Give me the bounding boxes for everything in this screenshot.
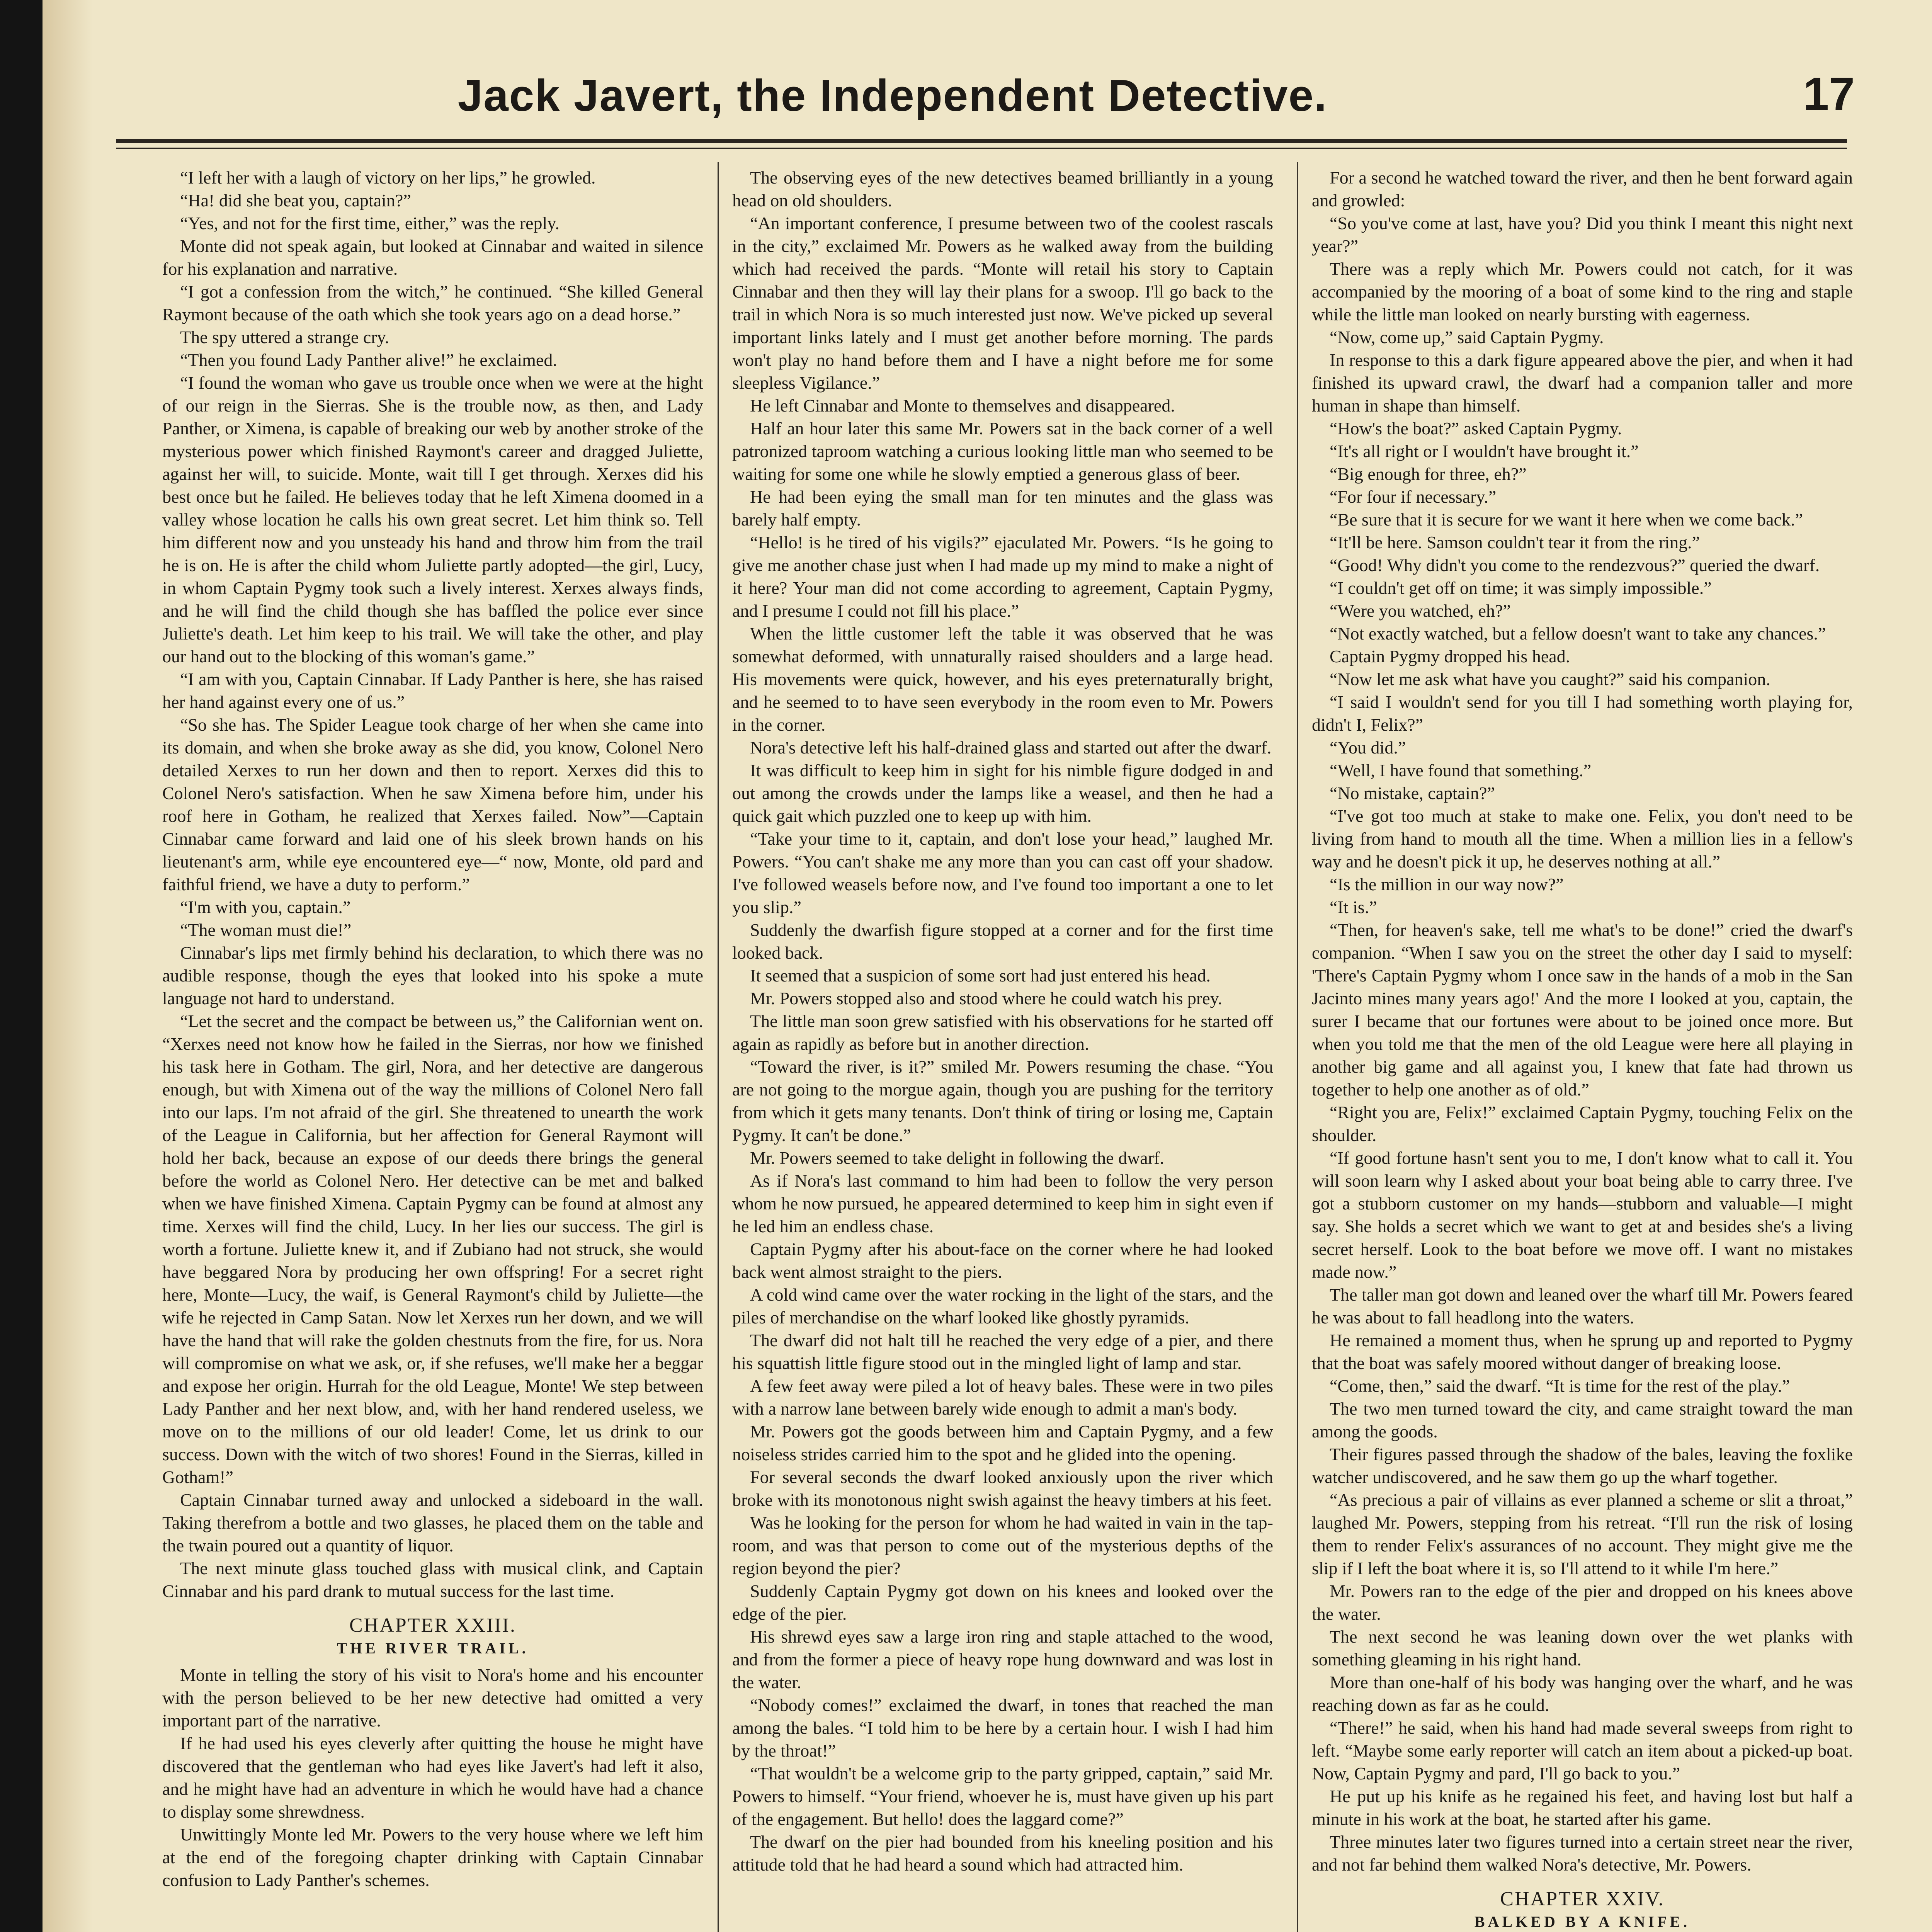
paragraph: “An important conference, I presume between two of the coolest rascals in the city,” exclaimed Mr. Powers as he walked away from the building which had received the pards. “Monte will retail his story to Captain Cinnabar and then they will lay their plans for a swoop. I'll go back to the trail in which Nora is so much interested just now. We've picked up several important links lately and I must get another before morning. The pards won't play no hand before them and I have a night before me for some sleepless Vigilance.” xyxy=(732,213,1273,393)
paragraph: “I couldn't get off on time; it was simply impossible.” xyxy=(1330,578,1712,598)
page-title: Jack Javert, the Independent Detective. xyxy=(457,70,1328,121)
paragraph: “No mistake, captain?” xyxy=(1330,783,1495,803)
paragraph: “For four if necessary.” xyxy=(1330,487,1497,507)
paragraph: Captain Pygmy after his about-face on the corner where he had looked back went almost straight to the piers. xyxy=(732,1239,1273,1282)
chapter-heading: CHAPTER XXIV. xyxy=(1500,1888,1665,1910)
paragraph: Was he looking for the person for whom he had waited in vain in the tap-room, and was that person to come out of the mysterious depths of the region beyond the pier? xyxy=(732,1513,1273,1578)
page-header xyxy=(116,66,1855,143)
page-number: 17 xyxy=(1803,68,1855,120)
paragraph: Suddenly the dwarfish figure stopped at a corner and for the first time looked back. xyxy=(732,920,1273,963)
text-column-3 xyxy=(1312,166,1853,1932)
paragraph: He put up his knife as he regained his feet, and having lost but half a minute in his work at the boat, he started after his game. xyxy=(1312,1786,1853,1829)
paragraph: “Toward the river, is it?” smiled Mr. Powers resuming the chase. “You are not going to the morgue again, though you are pushing for the territory from which it gets many tenants. Don't think of tiring or losing me, Captain Pygmy. It can't be done.” xyxy=(732,1057,1273,1145)
paragraph: “Then you found Lady Panther alive!” he exclaimed. xyxy=(180,350,557,370)
paragraph: “So she has. The Spider League took charge of her when she came into its domain, and when she broke away as she did, you know, Colonel Nero detailed Xerxes to run her down and then to report. Xerxes did this to Colonel Nero's satisfaction. When he saw Ximena before him, under his roof here in Gotham, he realized that Xerxes failed. Now”—Captain Cinnabar came forward and laid one of his sleek brown hands on his lieutenant's arm, while eye encountered eye—“ now, Monte, old pard and faithful friend, we have a duty to perform.” xyxy=(162,715,703,894)
paragraph: The little man soon grew satisfied with his observations for he started off again as rapidly as before but in another direction. xyxy=(732,1011,1273,1054)
paragraph: “Nobody comes!” exclaimed the dwarf, in tones that reached the man among the bales. “I told him to be here by a certain hour. I wish I had him by the throat!” xyxy=(732,1695,1273,1760)
header-rule-thick xyxy=(116,139,1847,143)
paragraph: Monte did not speak again, but looked at Cinnabar and waited in silence for his explanation and narrative. xyxy=(162,236,703,279)
paragraph: It was difficult to keep him in sight for his nimble figure dodged in and out among the crowds under the lamps like a weasel, and then he had a quick gait which puzzled one to keep up with him. xyxy=(732,760,1273,826)
paragraph: “I've got too much at stake to make one. Felix, you don't need to be living from hand to mouth all the time. When a million lies in a fellow's way and he doesn't pick it up, he deserves nothing at all.” xyxy=(1312,806,1853,871)
text-column-1 xyxy=(162,166,703,1932)
paragraph: “Take your time to it, captain, and don't lose your head,” laughed Mr. Powers. “You can't shake me any more than you can cast off your shadow. I've followed weasels before now, and I've found too important a one to let you slip.” xyxy=(732,829,1273,917)
paragraph: “Were you watched, eh?” xyxy=(1330,601,1511,621)
paragraph: “There!” he said, when his hand had made several sweeps from right to left. “Maybe some early reporter will catch an item about a picked-up boat. Now, Captain Pygmy and pard, I'll go back to you.” xyxy=(1312,1718,1853,1783)
paragraph: The observing eyes of the new detectives beamed brilliantly in a young head on old shoulders. xyxy=(732,168,1273,210)
paragraph: Mr. Powers seemed to take delight in following the dwarf. xyxy=(750,1148,1164,1168)
paragraph: In response to this a dark figure appeared above the pier, and when it had finished its upward crawl, the dwarf had a companion taller and more human in shape than himself. xyxy=(1312,350,1853,415)
header-rule-thin xyxy=(116,148,1847,149)
paragraph: “As precious a pair of villains as ever planned a scheme or slit a throat,” laughed Mr. Powers, stepping from his retreat. “I'll run the risk of losing them to render Felix's assurances of no account. They might give me the slip if I left the boat where it is, so I'll attend to it while I'm here.” xyxy=(1312,1490,1853,1578)
paragraph: Captain Cinnabar turned away and unlocked a sideboard in the wall. Taking therefrom a bottle and two glasses, he placed them on the table and the twain poured out a quantity of liquor. xyxy=(162,1490,703,1555)
paragraph: “Well, I have found that something.” xyxy=(1330,760,1592,780)
paragraph: “Hello! is he tired of his vigils?” ejaculated Mr. Powers. “Is he going to give me another chase just when I had made up my mind to make a night of it here? Your man did not come according to agreement, Captain Pygmy, and I presume I could not fill his place.” xyxy=(732,532,1273,621)
paragraph: “How's the boat?” asked Captain Pygmy. xyxy=(1330,418,1622,438)
paragraph: Unwittingly Monte led Mr. Powers to the very house where we left him at the end of the foregoing chapter drinking with Captain Cinnabar confusion to Lady Panther's schemes. xyxy=(162,1825,703,1890)
chapter-heading: CHAPTER XXIII. xyxy=(349,1614,516,1636)
paragraph: “I am with you, Captain Cinnabar. If Lady Panther is here, she has raised her hand against every one of us.” xyxy=(162,669,703,712)
paragraph: “Come, then,” said the dwarf. “It is time for the rest of the play.” xyxy=(1330,1376,1790,1396)
page-edge-shadow xyxy=(43,0,93,1932)
paragraph: “It'll be here. Samson couldn't tear it from the ring.” xyxy=(1330,532,1700,552)
paragraph: “It's all right or I wouldn't have brought it.” xyxy=(1330,441,1639,461)
paragraph: “That wouldn't be a welcome grip to the party gripped, captain,” said Mr. Powers to himself. “Your friend, whoever he is, must have given up his part of the engagement. But hello! does the laggard come?” xyxy=(732,1764,1273,1829)
paragraph: The dwarf did not halt till he reached the very edge of a pier, and there his squattish little figure stood out in the mingled light of lamp and star. xyxy=(732,1330,1273,1373)
paragraph: Three minutes later two figures turned into a certain street near the river, and not far behind them walked Nora's detective, Mr. Powers. xyxy=(1312,1832,1853,1874)
paragraph: Monte in telling the story of his visit to Nora's home and his encounter with the person believed to be her new detective had omitted a very important part of the narrative. xyxy=(162,1665,703,1730)
paragraph: “Not exactly watched, but a fellow doesn't want to take any chances.” xyxy=(1330,624,1826,643)
paragraph: The taller man got down and leaned over the wharf till Mr. Powers feared he was about to fall headlong into the waters. xyxy=(1312,1285,1853,1327)
paragraph: A few feet away were piled a lot of heavy bales. These were in two piles with a narrow lane between barely wide enough to admit a man's body. xyxy=(732,1376,1273,1418)
paragraph: “Is the million in our way now?” xyxy=(1330,874,1564,894)
paragraph: “It is.” xyxy=(1330,897,1377,917)
column-divider xyxy=(1297,162,1298,1932)
paragraph: More than one-half of his body was hanging over the wharf, and he was reaching down as far as he could. xyxy=(1312,1672,1853,1715)
paragraph: Half an hour later this same Mr. Powers sat in the back corner of a well patronized taproom watching a curious looking little man who seemed to be waiting for some one while he slowly emptied a generous glass of beer. xyxy=(732,418,1273,484)
paragraph: “Yes, and not for the first time, either,” was the reply. xyxy=(180,213,560,233)
paragraph: Nora's detective left his half-drained glass and started out after the dwarf. xyxy=(750,738,1272,757)
paragraph: The spy uttered a strange cry. xyxy=(180,327,389,347)
paragraph: “I left her with a laugh of victory on her lips,” he growled. xyxy=(180,168,596,187)
paragraph: He remained a moment thus, when he sprung up and reported to Pygmy that the boat was safely moored without danger of breaking loose. xyxy=(1312,1330,1853,1373)
paragraph: A cold wind came over the water rocking in the light of the stars, and the piles of merchandise on the wharf looked like ghostly pyramids. xyxy=(732,1285,1273,1327)
paragraph: The two men turned toward the city, and came straight toward the man among the goods. xyxy=(1312,1399,1853,1441)
column-divider xyxy=(718,162,719,1932)
paragraph: Mr. Powers stopped also and stood where he could watch his prey. xyxy=(750,988,1223,1008)
paragraph: “Be sure that it is secure for we want it here when we come back.” xyxy=(1330,510,1803,529)
paragraph: The dwarf on the pier had bounded from his kneeling position and his attitude told that he had heard a sound which had attracted him. xyxy=(732,1832,1273,1874)
paragraph: The next second he was leaning down over the wet planks with something gleaming in his right hand. xyxy=(1312,1627,1853,1669)
paragraph: He left Cinnabar and Monte to themselves and disappeared. xyxy=(750,396,1175,415)
paragraph: “Good! Why didn't you come to the rendezvous?” queried the dwarf. xyxy=(1330,555,1820,575)
paragraph: “If good fortune hasn't sent you to me, I don't know what to call it. You will soon learn why I asked about your boat being able to carry three. I've got a stubborn customer on my hands—stubborn and valuable—I might say. She holds a secret which we want to get at and besides she's a living secret herself. Look to the boat before we move off. I want no mistakes made now.” xyxy=(1312,1148,1853,1282)
paragraph: Suddenly Captain Pygmy got down on his knees and looked over the edge of the pier. xyxy=(732,1581,1273,1624)
paragraph: “Now, come up,” said Captain Pygmy. xyxy=(1330,327,1604,347)
paragraph: His shrewd eyes saw a large iron ring and staple attached to the wood, and from the former a piece of heavy rope hung downward and was lost in the water. xyxy=(732,1627,1273,1692)
paragraph: For a second he watched toward the river, and then he bent forward again and growled: xyxy=(1312,168,1853,210)
paragraph: Captain Pygmy dropped his head. xyxy=(1330,646,1570,666)
paragraph: “I'm with you, captain.” xyxy=(180,897,351,917)
chapter-subtitle: THE RIVER TRAIL. xyxy=(337,1639,529,1657)
paragraph: “You did.” xyxy=(1330,738,1406,757)
paragraph: Mr. Powers got the goods between him and Captain Pygmy, and a few noiseless strides carried him to the spot and he glided into the opening. xyxy=(732,1422,1273,1464)
paragraph: The next minute glass touched glass with musical clink, and Captain Cinnabar and his pard drank to mutual success for the last time. xyxy=(162,1558,703,1601)
paragraph: “The woman must die!” xyxy=(180,920,352,940)
paragraph: “I found the woman who gave us trouble once when we were at the hight of our reign in the Sierras. She is the trouble now, as then, and Lady Panther, or Ximena, is capable of breaking our web by another stroke of the mysterious power which finished Raymont's career and dragged Juliette, against her will, to suicide. Monte, wait till I get through. Xerxes did his best once but he failed. He believes today that he left Ximena doomed in a valley whose location he calls his own great secret. Let him think so. Tell him different now and you unsteady his hand and throw him from the trail he is on. He is after the child whom Juliette partly adopted—the girl, Lucy, in whom Captain Pygmy took such a lively interest. Xerxes always finds, and he will find the child though she has baffled the police ever since Juliette's death. Let him keep to his trail. We will take the other, and play our hand out to the blocking of this woman's game.” xyxy=(162,373,703,666)
paragraph: For several seconds the dwarf looked anxiously upon the river which broke with its monotonous night swish against the heavy timbers at his feet. xyxy=(732,1467,1273,1510)
paragraph: There was a reply which Mr. Powers could not catch, for it was accompanied by the mooring of a boat of some kind to the ring and staple while the little man looked on nearly bursting with eagerness. xyxy=(1312,259,1853,324)
paragraph: “I said I wouldn't send for you till I had something worth playing for, didn't I, Felix?” xyxy=(1312,692,1853,735)
paragraph: “Big enough for three, eh?” xyxy=(1330,464,1527,484)
paragraph: “So you've come at last, have you? Did you think I meant this night next year?” xyxy=(1312,213,1853,256)
paragraph: He had been eying the small man for ten minutes and the glass was barely half empty. xyxy=(732,487,1273,529)
paragraph: When the little customer left the table it was observed that he was somewhat deformed, with unnaturally raised shoulders and a large head. His movements were quick, however, and his eyes preternaturally bright, and he seemed to to have seen everybody in the room even to Mr. Powers in the corner. xyxy=(732,624,1273,735)
paragraph: “Right you are, Felix!” exclaimed Captain Pygmy, touching Felix on the shoulder. xyxy=(1312,1102,1853,1145)
paragraph: “Let the secret and the compact be between us,” the Californian went on. “Xerxes need not know how he failed in the Sierras, nor how we finished his task here in Gotham. The girl, Nora, and her detective are dangerous enough, but with Ximena out of the way the millions of Colonel Nero fall into our laps. I'm not afraid of the girl. She threatened to unearth the work of the League in California, but her affection for General Raymont will hold her back, because an expose of our deeds there brings the general before the world as Colonel Nero. Her detective can be met and balked when we have finished Ximena. Captain Pygmy can be found at almost any time. Xerxes will find the child, Lucy. In her lies our success. The girl is worth a fortune. Juliette knew it, and if Zubiano had not struck, she would have beggared Nora by producing her own offspring! For a secret right here, Monte—Lucy, the waif, is General Raymont's child by Juliette—the wife he rejected in Camp Satan. Now let Xerxes run her down, and we will have the hand that will rake the golden chestnuts from the fire, for us. Nora will compromise on what we ask, or, if she refuses, we'll make her a beggar and expose her origin. Hurrah for the old League, Monte! We step between Lady Panther and her next blow, and, with her hand rendered useless, we move on to the millions of our old leader! Come, let us drink to our success. Down with the witch of two shores! Found in the Sierras, killed in Gotham!” xyxy=(162,1011,703,1487)
text-column-2 xyxy=(732,166,1273,1932)
paragraph: If he had used his eyes cleverly after quitting the house he might have discovered that the gentleman who had eyes like Javert's had left it also, and he might have had an adventure in which he would have had a chance to display some shrewdness. xyxy=(162,1733,703,1821)
paragraph: Their figures passed through the shadow of the bales, leaving the foxlike watcher undiscovered, and he saw them go up the wharf together. xyxy=(1312,1444,1853,1487)
paragraph: It seemed that a suspicion of some sort had just entered his head. xyxy=(750,966,1211,985)
paragraph: Cinnabar's lips met firmly behind his declaration, to which there was no audible response, though the eyes that looked into his spoke a mute language not hard to understand. xyxy=(162,943,703,1008)
paragraph: As if Nora's last command to him had been to follow the very person whom he now pursued, he appeared determined to keep him in sight even if he led him an endless chase. xyxy=(732,1171,1273,1236)
paragraph: “Then, for heaven's sake, tell me what's to be done!” cried the dwarf's companion. “When I saw you on the street the other day I said to myself: 'There's Captain Pygmy whom I once saw in the hands of a mob in the San Jacinto mines many years ago!' And the more I looked at you, captain, the surer I became that our fortunes were about to be joined once more. But when you told me that the men of the old League were here all playing in another big game and all against you, I knew that fate had thrown us together to help one another as of old.” xyxy=(1312,920,1853,1099)
chapter-subtitle: BALKED BY A KNIFE. xyxy=(1474,1913,1690,1930)
paragraph: Mr. Powers ran to the edge of the pier and dropped on his knees above the water. xyxy=(1312,1581,1853,1624)
paragraph: “I got a confession from the witch,” he continued. “She killed General Raymont because of the oath which she took years ago on a dead horse.” xyxy=(162,282,703,324)
paragraph: “Now let me ask what have you caught?” said his companion. xyxy=(1330,669,1770,689)
paragraph: “Ha! did she beat you, captain?” xyxy=(180,190,411,210)
